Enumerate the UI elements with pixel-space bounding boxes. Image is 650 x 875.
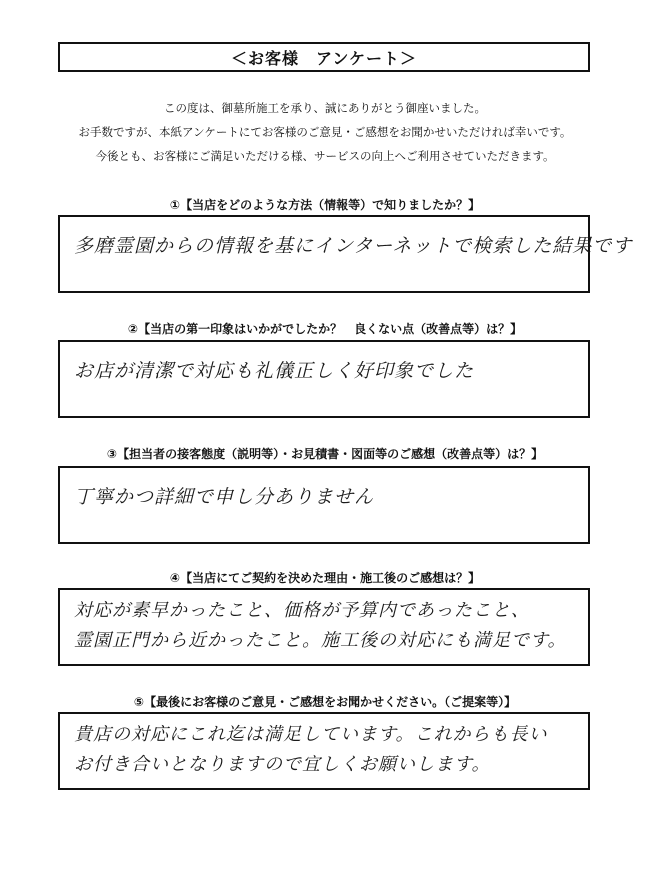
answer-line: 対応が素早かったこと、価格が予算内であったこと、 — [74, 600, 530, 621]
answer-line: お店が清潔で対応も礼儀正しく好印象でした — [74, 360, 475, 382]
intro-text — [40, 96, 610, 168]
question-5-answer-box — [58, 712, 590, 790]
answer-line: 丁寧かつ詳細で申し分ありません — [74, 486, 375, 508]
intro-line: この度は、御墓所施工を承り、誠にありがとう御座いました。 — [164, 101, 486, 115]
answer-line: 多磨霊園からの情報を基にインターネットで検索した結果です — [74, 235, 633, 257]
question-3-label: ③【担当者の接客態度（説明等）・お見積書・図面等のご感想（改善点等）は？】 — [106, 447, 544, 461]
question-2-label: ②【当店の第一印象はいかがでしたか？ 良くない点（改善点等）は？】 — [127, 322, 523, 336]
answer-line: 貴店の対応にこれ迄は満足しています。これからも長い — [74, 724, 548, 745]
question-4-answer-box — [58, 588, 590, 666]
intro-line: お手数ですが、本紙アンケートにてお客様のご意見・ご感想をお聞かせいただければ幸いです。 — [78, 125, 572, 139]
question-1-label: ①【当店をどのような方法（情報等）で知りましたか？】 — [169, 198, 481, 212]
question-3-answer-box — [58, 466, 590, 544]
survey-title: ＜お客様 アンケート＞ — [58, 42, 590, 72]
intro-line: 今後とも、お客様にご満足いただける様、サービスの向上へご利用させていただきます。 — [95, 149, 555, 163]
question-5-label: ⑤【最後にお客様のご意見・ご感想をお聞かせください。（ご提案等）】 — [133, 695, 517, 709]
question-2-answer-box — [58, 340, 590, 418]
answer-line: お付き合いとなりますので宜しくお願いします。 — [74, 754, 491, 775]
question-1-answer-box — [58, 215, 633, 293]
answer-line: 霊園正門から近かったこと。施工後の対応にも満足です。 — [74, 630, 567, 651]
question-4-label: ④【当店にてご契約を決めた理由・施工後のご感想は？】 — [169, 571, 481, 585]
